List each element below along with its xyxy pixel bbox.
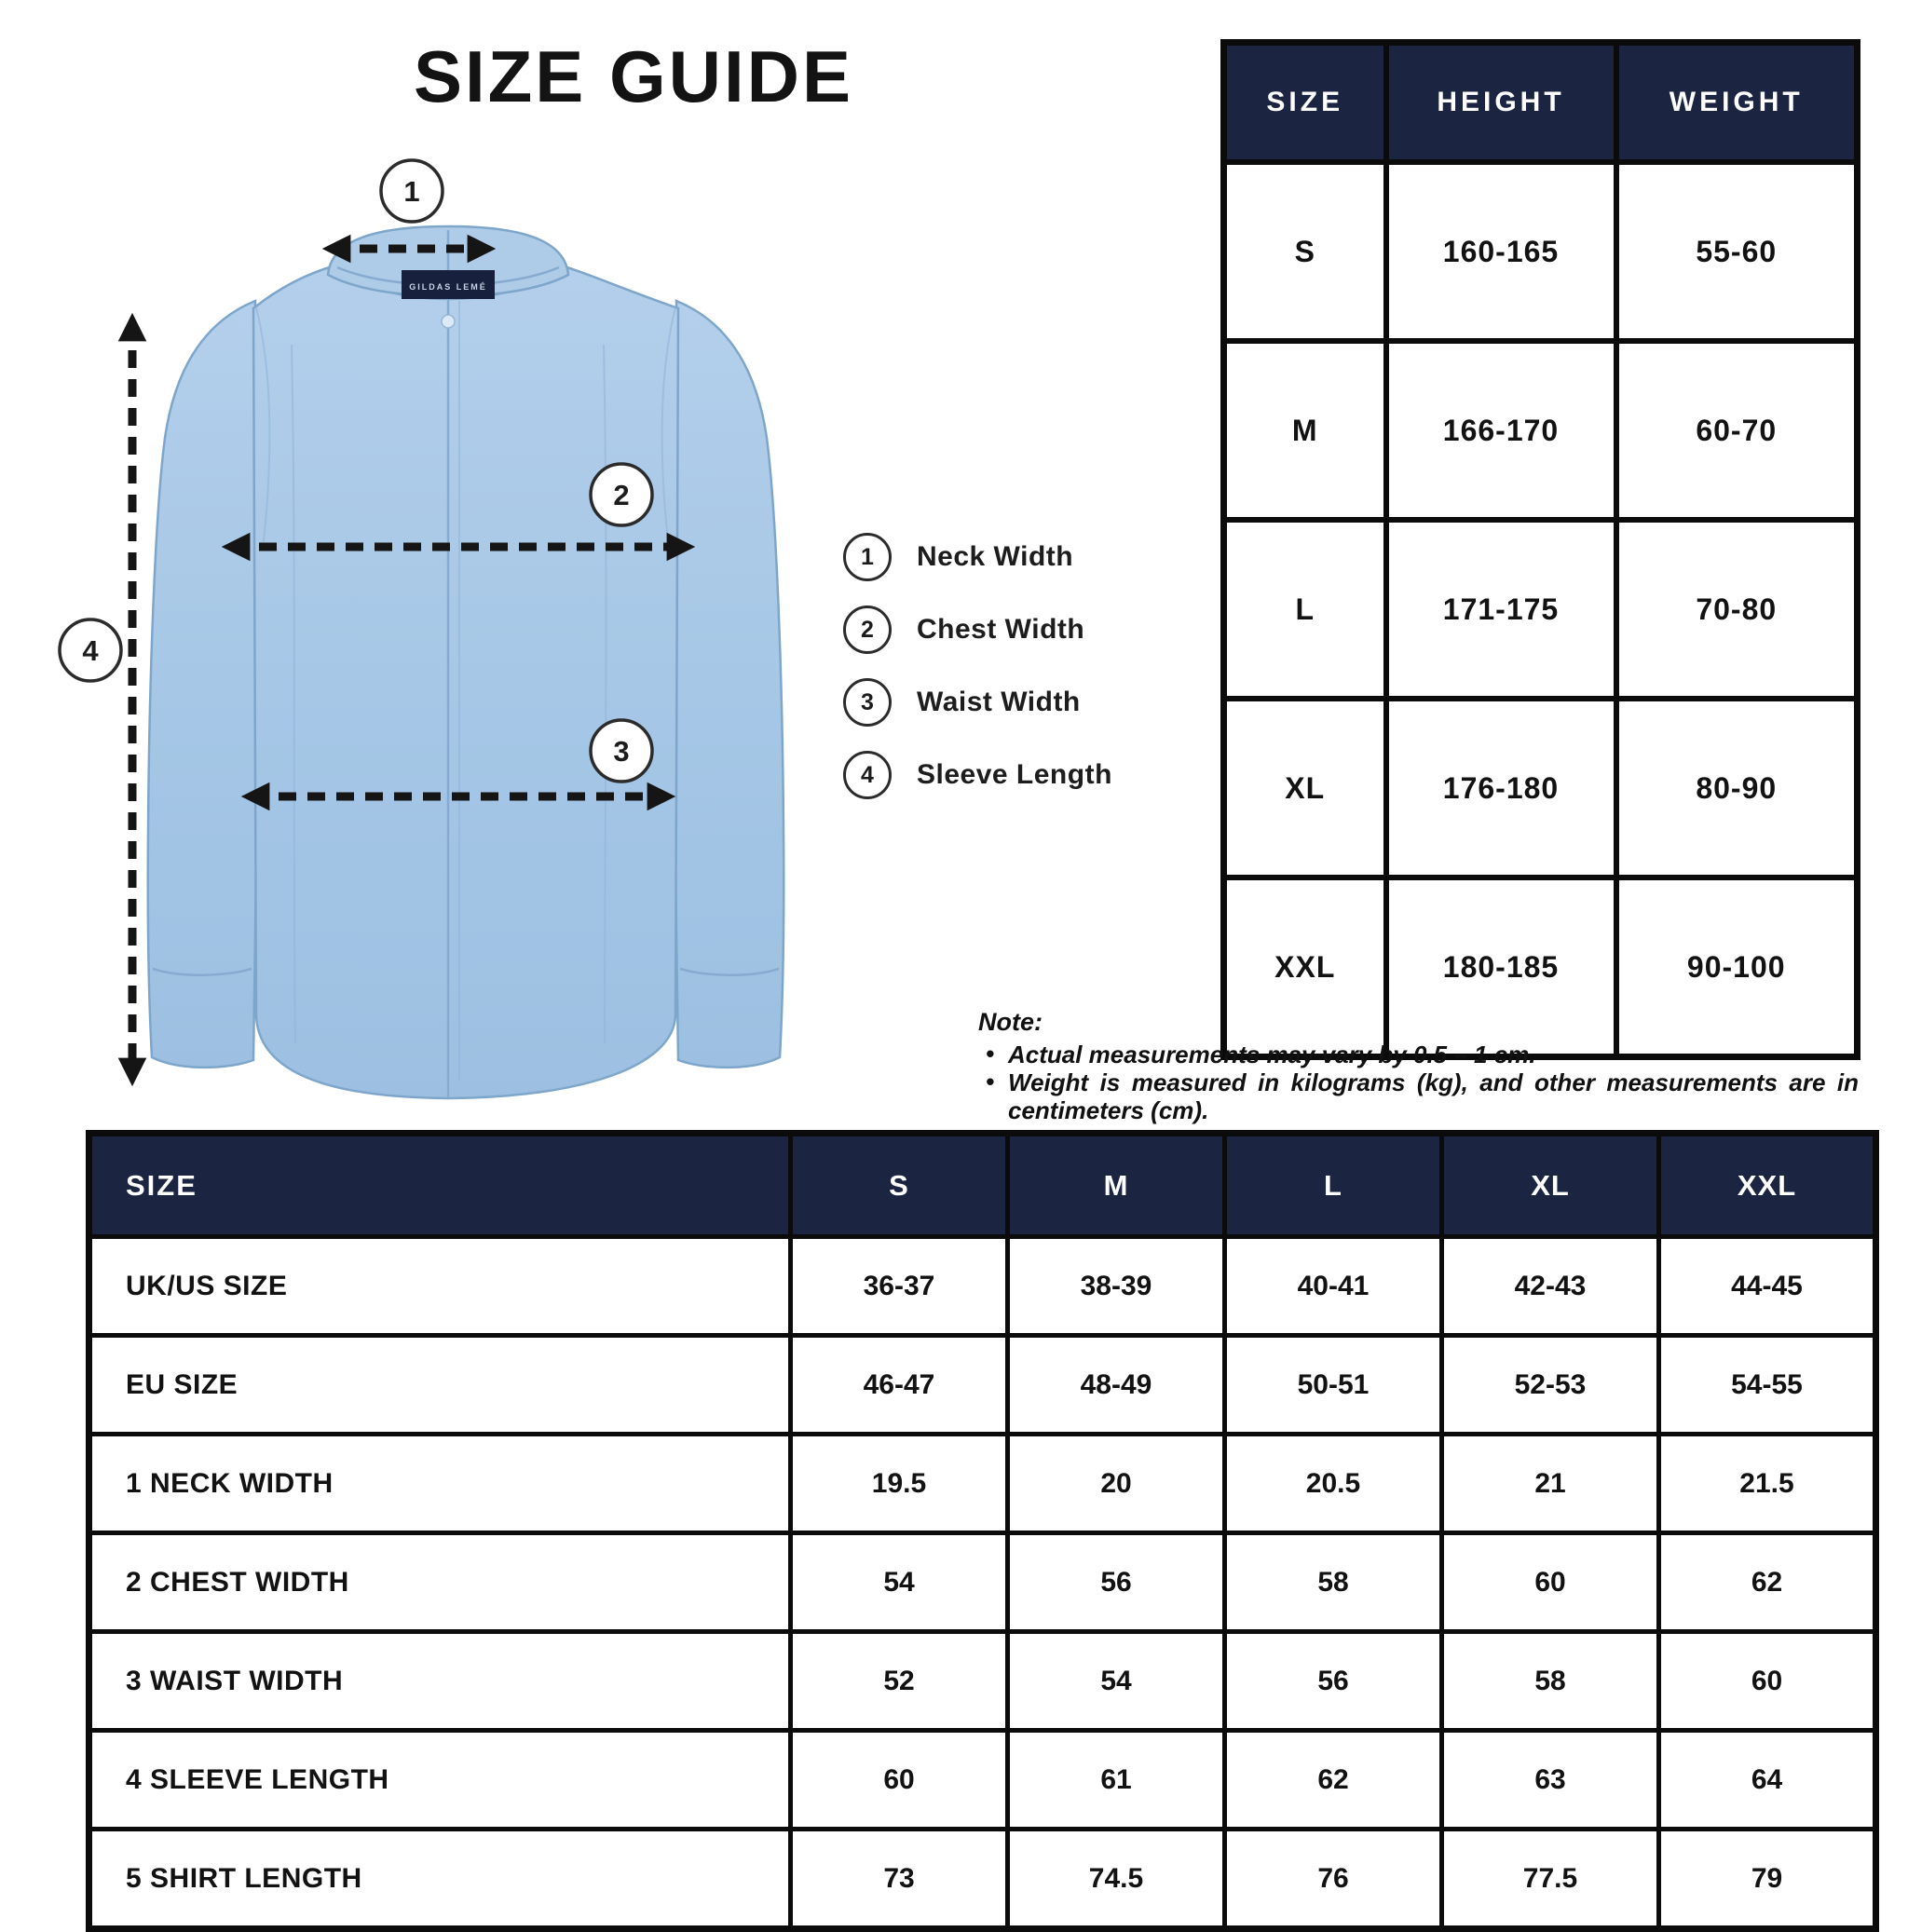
m-header-m: M: [1008, 1134, 1225, 1237]
m-row-label: 2 CHEST WIDTH: [89, 1533, 791, 1632]
hw-cell: 171-175: [1386, 520, 1616, 699]
hw-cell: 55-60: [1616, 162, 1858, 341]
hw-cell: 176-180: [1386, 699, 1616, 878]
hw-cell: 160-165: [1386, 162, 1616, 341]
m-cell: 20.5: [1225, 1435, 1442, 1533]
svg-text:1: 1: [403, 175, 420, 208]
svg-text:2: 2: [613, 479, 630, 511]
m-cell: 48-49: [1008, 1336, 1225, 1435]
hw-cell: 70-80: [1616, 520, 1858, 699]
shirt-torso: [253, 265, 678, 1098]
m-row-shirt-length: [89, 1830, 1876, 1929]
m-cell: 56: [1008, 1533, 1225, 1632]
m-cell: 62: [1659, 1533, 1876, 1632]
height-weight-table: [1220, 39, 1860, 1060]
legend-item-sleeve-length: [843, 751, 1112, 799]
m-row-uk-us-size: [89, 1237, 1876, 1336]
m-row-label: UK/US SIZE: [89, 1237, 791, 1336]
m-row-chest-width: [89, 1533, 1876, 1632]
hw-cell: S: [1224, 162, 1386, 341]
hw-cell: 90-100: [1616, 878, 1858, 1057]
svg-text:3: 3: [613, 735, 630, 768]
brand-label-text: GILDAS LEMÉ: [409, 282, 487, 292]
legend-label-sleeve-length: Sleeve Length: [917, 759, 1112, 790]
callout-3-waist: [591, 720, 652, 782]
m-row-sleeve-length: [89, 1731, 1876, 1830]
hw-cell: 180-185: [1386, 878, 1616, 1057]
m-cell: 74.5: [1008, 1830, 1225, 1929]
m-cell: 54-55: [1659, 1336, 1876, 1435]
m-cell: 38-39: [1008, 1237, 1225, 1336]
m-cell: 56: [1225, 1632, 1442, 1731]
m-cell: 36-37: [791, 1237, 1008, 1336]
m-cell: 21.5: [1659, 1435, 1876, 1533]
m-cell: 58: [1442, 1632, 1659, 1731]
note-bullet-2: • Weight is measured in kilograms (kg), and other measurements are in centimeters (cm).: [978, 1068, 1859, 1124]
hw-header-size: SIZE: [1224, 43, 1386, 163]
callout-4-sleeve: [60, 619, 121, 681]
m-cell: 40-41: [1225, 1237, 1442, 1336]
legend-badge-3: 3: [843, 678, 892, 727]
note-bullet-1: • Actual measurements may vary by 0.5 – 1 cm.: [978, 1041, 1859, 1068]
hw-cell: XL: [1224, 699, 1386, 878]
collar-button: [442, 315, 455, 328]
m-cell: 19.5: [791, 1435, 1008, 1533]
m-cell: 63: [1442, 1731, 1659, 1830]
m-row-neck-width: [89, 1435, 1876, 1533]
shirt-illustration: [56, 149, 820, 1122]
hw-header-weight: WEIGHT: [1616, 43, 1858, 163]
callout-1-neck: [381, 160, 443, 222]
m-header-row: [89, 1134, 1876, 1237]
m-cell: 76: [1225, 1830, 1442, 1929]
m-row-label: 4 SLEEVE LENGTH: [89, 1731, 791, 1830]
hw-cell: 60-70: [1616, 341, 1858, 520]
hw-row-m: [1224, 341, 1858, 520]
m-cell: 79: [1659, 1830, 1876, 1929]
m-row-label: 1 NECK WIDTH: [89, 1435, 791, 1533]
hw-cell: L: [1224, 520, 1386, 699]
m-header-xl: XL: [1442, 1134, 1659, 1237]
legend-label-chest-width: Chest Width: [917, 614, 1085, 645]
legend-badge-2: 2: [843, 605, 892, 654]
m-cell: 46-47: [791, 1336, 1008, 1435]
legend-label-neck-width: Neck Width: [917, 541, 1074, 572]
m-cell: 73: [791, 1830, 1008, 1929]
m-cell: 60: [1659, 1632, 1876, 1731]
left-sleeve: [148, 301, 257, 1068]
hw-row-xl: [1224, 699, 1858, 878]
m-cell: 21: [1442, 1435, 1659, 1533]
hw-cell: 80-90: [1616, 699, 1858, 878]
m-header-l: L: [1225, 1134, 1442, 1237]
legend-badge-1: 1: [843, 533, 892, 581]
m-cell: 54: [1008, 1632, 1225, 1731]
hw-row-l: [1224, 520, 1858, 699]
m-cell: 50-51: [1225, 1336, 1442, 1435]
m-cell: 52-53: [1442, 1336, 1659, 1435]
m-cell: 42-43: [1442, 1237, 1659, 1336]
m-header-xxl: XXL: [1659, 1134, 1876, 1237]
m-cell: 64: [1659, 1731, 1876, 1830]
m-row-eu-size: [89, 1336, 1876, 1435]
hw-cell: XXL: [1224, 878, 1386, 1057]
measurements-table: [86, 1130, 1879, 1932]
legend-label-waist-width: Waist Width: [917, 687, 1081, 717]
m-cell: 60: [1442, 1533, 1659, 1632]
callout-2-chest: [591, 464, 652, 525]
m-cell: 61: [1008, 1731, 1225, 1830]
hw-header-height: HEIGHT: [1386, 43, 1616, 163]
legend-item-waist-width: [843, 678, 1112, 727]
m-cell: 60: [791, 1731, 1008, 1830]
note-title: Note:: [978, 1008, 1043, 1036]
note-block: [978, 1008, 1859, 1124]
hw-header-row: [1224, 43, 1858, 163]
m-cell: 54: [791, 1533, 1008, 1632]
m-cell: 44-45: [1659, 1237, 1876, 1336]
m-cell: 52: [791, 1632, 1008, 1731]
svg-text:4: 4: [82, 634, 99, 667]
m-cell: 58: [1225, 1533, 1442, 1632]
m-cell: 62: [1225, 1731, 1442, 1830]
m-cell: 20: [1008, 1435, 1225, 1533]
measurement-legend: [843, 533, 1112, 823]
hw-row-s: [1224, 162, 1858, 341]
m-row-label: 5 SHIRT LENGTH: [89, 1830, 791, 1929]
m-row-label: 3 WAIST WIDTH: [89, 1632, 791, 1731]
m-row-label: EU SIZE: [89, 1336, 791, 1435]
hw-cell: M: [1224, 341, 1386, 520]
legend-item-chest-width: [843, 605, 1112, 654]
page-title: SIZE GUIDE: [413, 35, 854, 117]
right-sleeve: [675, 301, 784, 1068]
hw-cell: 166-170: [1386, 341, 1616, 520]
m-row-waist-width: [89, 1632, 1876, 1731]
m-cell: 77.5: [1442, 1830, 1659, 1929]
legend-badge-4: 4: [843, 751, 892, 799]
m-header-size: SIZE: [89, 1134, 791, 1237]
m-header-s: S: [791, 1134, 1008, 1237]
legend-item-neck-width: [843, 533, 1112, 581]
